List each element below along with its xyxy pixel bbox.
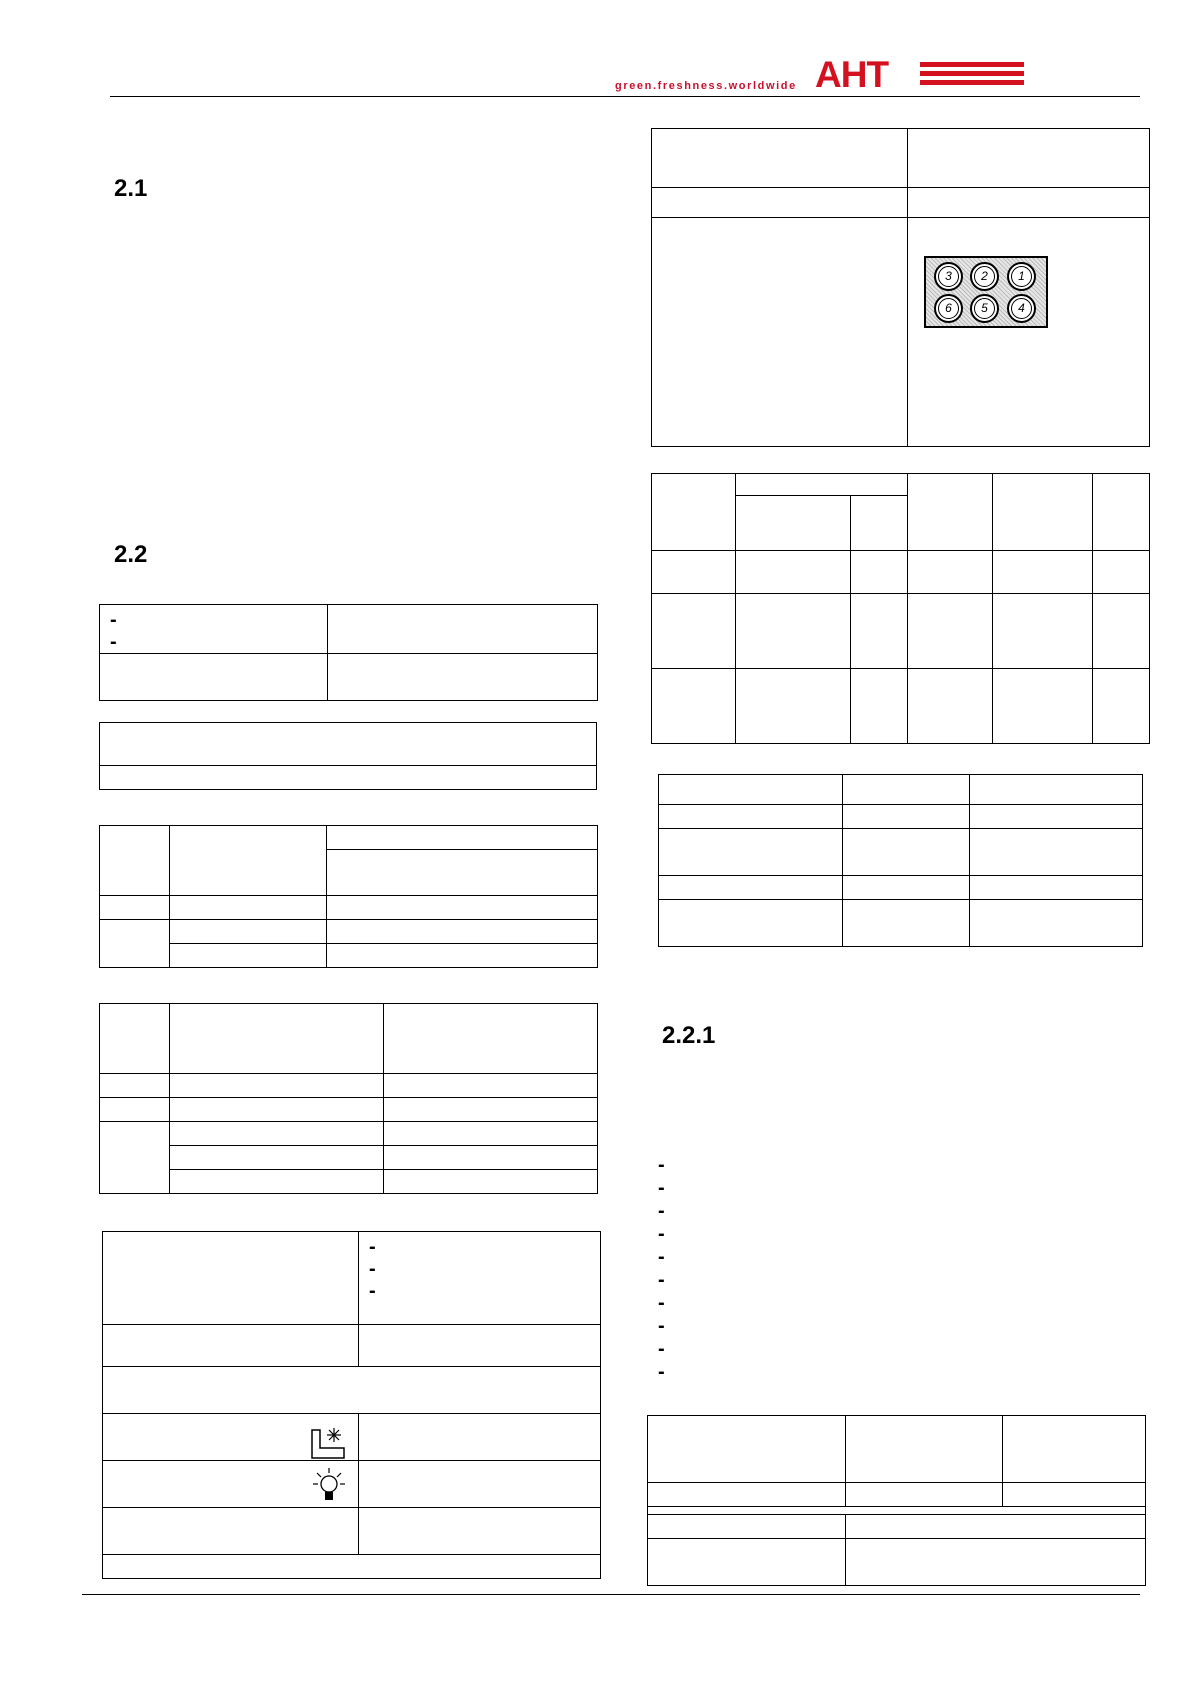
dash-bullet: - (369, 1280, 376, 1302)
table-cell (100, 1098, 170, 1122)
table-cell (384, 1122, 598, 1146)
table-cell (170, 1170, 384, 1194)
dash-bullet: - (369, 1258, 376, 1280)
six-pin-connector-diagram (924, 256, 1048, 328)
dash-bullet: - (110, 609, 117, 631)
table-cell (843, 876, 970, 900)
table-l5 (102, 1231, 601, 1579)
header-rule (110, 96, 1140, 97)
table-cell (327, 826, 598, 850)
table-cell (851, 669, 908, 744)
table-l4 (99, 1003, 598, 1194)
table-cell (851, 496, 908, 551)
connector-pin: 3 (934, 262, 963, 291)
logo-stripe (920, 80, 1024, 85)
table-cell (846, 1416, 1003, 1483)
table-cell (170, 920, 327, 944)
table-r2 (651, 473, 1150, 744)
list-item: - (658, 1177, 665, 1199)
table-cell (100, 826, 170, 896)
connector-pin: 2 (970, 262, 999, 291)
table-cell (359, 1461, 601, 1508)
table-cell (908, 129, 1150, 188)
table-cell (908, 594, 993, 669)
table-cell (384, 1170, 598, 1194)
table-cell (359, 1232, 601, 1325)
dash-bullet: - (369, 1236, 376, 1258)
table-cell (648, 1515, 846, 1539)
table-cell (652, 594, 736, 669)
table-cell (100, 654, 328, 701)
table-cell (843, 829, 970, 876)
section-heading-2-1: 2.1 (114, 175, 148, 202)
brand-tagline: green.freshness.worldwide (615, 80, 797, 92)
table-cell (970, 805, 1143, 829)
section-heading-2-2-1: 2.2.1 (662, 1022, 716, 1049)
table-cell (970, 900, 1143, 947)
table-l1 (99, 604, 598, 701)
dash-list (658, 1154, 665, 1384)
table-cell (659, 876, 843, 900)
table-cell (736, 496, 851, 551)
connector-pin: 4 (1007, 294, 1036, 323)
table-cell (908, 474, 993, 551)
table-cell (170, 896, 327, 920)
table-cell (328, 605, 598, 654)
table-cell (170, 1004, 384, 1074)
logo-stripe (920, 71, 1024, 76)
connector-pin: 1 (1007, 262, 1036, 291)
connector-pin: 6 (934, 294, 963, 323)
table-cell (384, 1004, 598, 1074)
dash-bullet: - (110, 631, 117, 653)
table-cell (327, 850, 598, 896)
table-cell (100, 1074, 170, 1098)
table-cell (100, 723, 597, 766)
list-item: - (658, 1223, 665, 1245)
table-cell (384, 1098, 598, 1122)
table-cell (846, 1483, 1003, 1507)
table-cell (659, 775, 843, 805)
table-cell (103, 1367, 601, 1414)
table-cell (100, 920, 170, 968)
table-cell (384, 1074, 598, 1098)
footer-rule (82, 1594, 1140, 1595)
table-cell (652, 474, 736, 551)
table-cell (1093, 551, 1150, 594)
table-cell (659, 805, 843, 829)
table-cell (736, 594, 851, 669)
list-item: - (658, 1200, 665, 1222)
lightbulb-icon (312, 1467, 346, 1505)
table-cell (908, 218, 1150, 447)
table-r3 (658, 774, 1143, 947)
table-cell (100, 1004, 170, 1074)
table-cell (993, 669, 1093, 744)
table-cell (908, 669, 993, 744)
table-cell (1093, 474, 1150, 551)
table-cell (993, 594, 1093, 669)
table-cell (103, 1508, 359, 1555)
table-r1 (651, 128, 1150, 447)
table-cell (170, 1146, 384, 1170)
table-cell (648, 1507, 1146, 1515)
table-cell (993, 474, 1093, 551)
table-cell (908, 551, 993, 594)
table-cell (1093, 594, 1150, 669)
table-cell (170, 1074, 384, 1098)
table-cell (652, 129, 908, 188)
table-cell (652, 218, 908, 447)
table-cell (100, 896, 170, 920)
table-cell (736, 669, 851, 744)
table-l3 (99, 825, 598, 968)
list-item: - (658, 1361, 665, 1383)
table-cell (993, 551, 1093, 594)
list-item: - (658, 1154, 665, 1176)
table-cell (648, 1539, 846, 1586)
table-cell (327, 920, 598, 944)
table-cell (736, 551, 851, 594)
table-cell (648, 1483, 846, 1507)
table-cell (359, 1325, 601, 1367)
connector-pin: 5 (970, 294, 999, 323)
table-cell (327, 944, 598, 968)
table-cell (100, 766, 597, 790)
table-cell (170, 1098, 384, 1122)
table-cell (170, 944, 327, 968)
table-l2 (99, 722, 597, 790)
list-item: - (658, 1269, 665, 1291)
table-cell (843, 900, 970, 947)
table-cell (970, 775, 1143, 805)
table-cell (851, 594, 908, 669)
table-cell (170, 1122, 384, 1146)
table-cell (843, 805, 970, 829)
table-cell (327, 896, 598, 920)
table-cell (970, 829, 1143, 876)
table-cell (103, 1232, 359, 1325)
table-cell (851, 551, 908, 594)
section-heading-2-2: 2.2 (114, 541, 148, 568)
table-cell (328, 654, 598, 701)
table-cell (846, 1515, 1146, 1539)
table-cell (1003, 1416, 1146, 1483)
freezer-symbol-icon (310, 1426, 346, 1460)
logo-stripe (920, 62, 1024, 67)
table-cell (648, 1416, 846, 1483)
table-cell (843, 775, 970, 805)
table-cell (103, 1325, 359, 1367)
table-cell (659, 900, 843, 947)
table-cell (659, 829, 843, 876)
table-cell (652, 551, 736, 594)
table-cell (103, 1461, 359, 1508)
table-cell (908, 188, 1150, 218)
table-cell (103, 1414, 359, 1461)
table-r4 (647, 1415, 1146, 1586)
table-cell (359, 1508, 601, 1555)
table-cell (846, 1539, 1146, 1586)
table-cell (100, 605, 328, 654)
table-cell (736, 474, 908, 496)
table-cell (1093, 669, 1150, 744)
list-item: - (658, 1246, 665, 1268)
table-cell (652, 669, 736, 744)
table-cell (103, 1555, 601, 1579)
table-cell (652, 188, 908, 218)
table-cell (170, 826, 327, 896)
aht-logo: AHT (815, 54, 889, 95)
list-item: - (658, 1315, 665, 1337)
list-item: - (658, 1338, 665, 1360)
table-cell (100, 1122, 170, 1194)
list-item: - (658, 1292, 665, 1314)
table-cell (1003, 1483, 1146, 1507)
table-cell (970, 876, 1143, 900)
table-cell (384, 1146, 598, 1170)
table-cell (359, 1414, 601, 1461)
